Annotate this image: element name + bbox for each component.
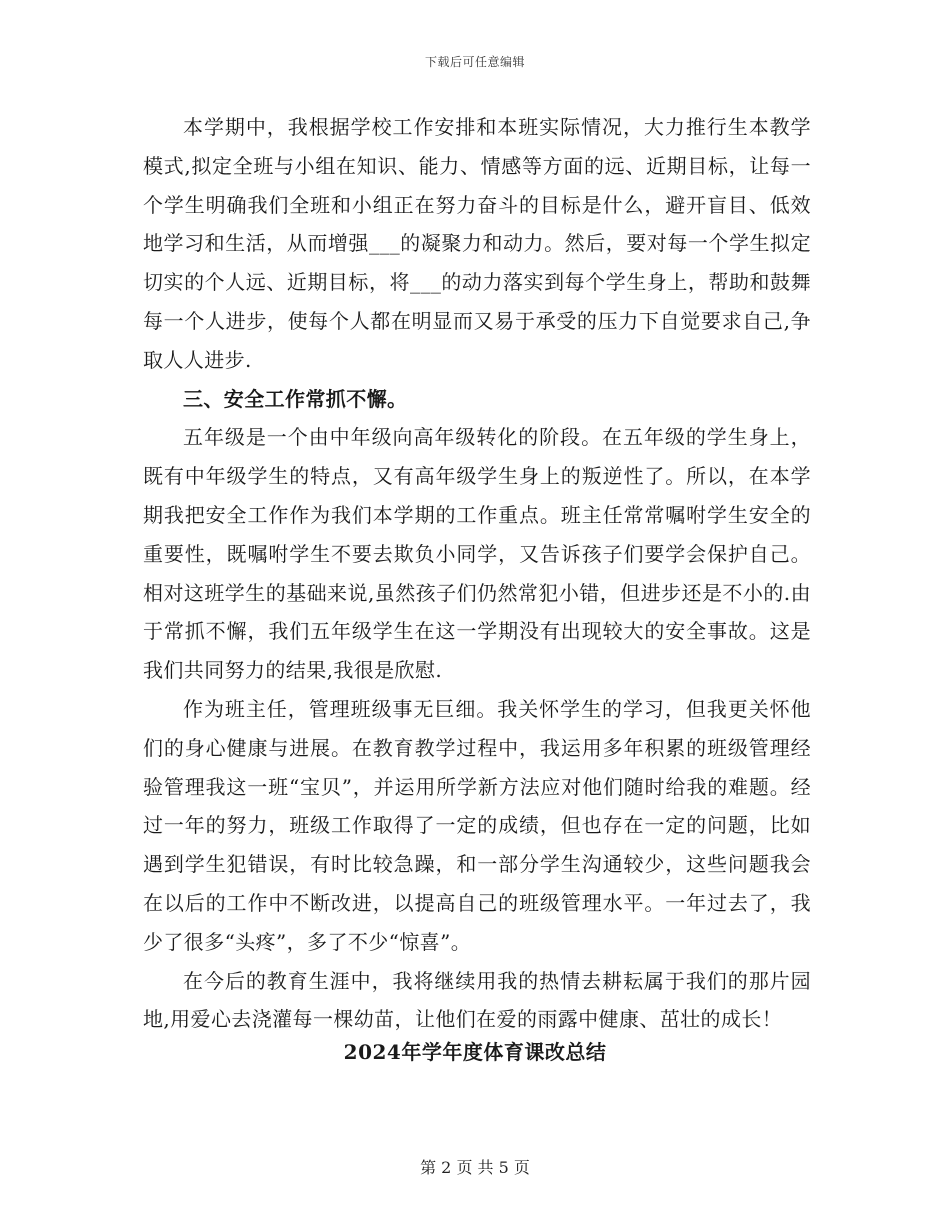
document-body bbox=[143, 108, 811, 1039]
paragraph-future: 在今后的教育生涯中，我将继续用我的热情去耕耘属于我们的那片园地,用爱心去浇灌每一棵幼苗，让他们在爱的雨露中健康、茁壮的成长！ bbox=[143, 968, 811, 1032]
page-number: 第 2 页 共 5 页 bbox=[420, 1158, 530, 1177]
paragraph-safety: 五年级是一个由中年级向高年级转化的阶段。在五年级的学生身上，既有中年级学生的特点，又有高年级学生身上的叛逆性了。所以，在本学期我把安全工作作为我们本学期的工作重点。班主任常常嘱咐学生安全的重要性，既嘱咐学生不要去欺负小同学，又告诉孩子们要学会保护自己。相对这班学生的基础来说,虽然孩子们仍然常犯小错，但进步还是不小的.由于常抓不懈，我们五年级学生在这一学期没有出现较大的安全事故。这是我们共同努力的结果,我很是欣慰. bbox=[143, 425, 811, 683]
section-heading-safety: 三、安全工作常抓不懈。 bbox=[183, 386, 408, 411]
paragraph-goals: 本学期中，我根据学校工作安排和本班实际情况，大力推行生本教学模式,拟定全班与小组在知识、能力、情感等方面的远、近期目标，让每一个学生明确我们全班和小组正在努力奋斗的目标是什么，避开盲目、低效地学习和生活，从而增强___的凝聚力和动力。然后，要对每一个学生拟定切实的个人远、近期目标，将___的动力落实到每个学生身上，帮助和鼓舞每一个人进步，使每个人都在明显而又易于承受的压力下自觉要求自己,争取人人进步. bbox=[143, 115, 811, 372]
document-title: 2024年学年度体育课改总结 bbox=[343, 1040, 607, 1064]
page-header: 下载后可任意编辑 bbox=[424, 55, 525, 69]
paragraph-class-management: 作为班主任，管理班级事无巨细。我关怀学生的学习，但我更关怀他们的身心健康与进展。在教育教学过程中，我运用多年积累的班级管理经验管理我这一班“宝贝”，并运用所学新方法应对他们随时给我的难题。经过一年的努力，班级工作取得了一定的成绩，但也存在一定的问题，比如遇到学生犯错误，有时比较急躁，和一部分学生沟通较少，这些问题我会在以后的工作中不断改进，以提高自己的班级管理水平。一年过去了，我少了很多“头疼”，多了不少“惊喜”。 bbox=[143, 696, 811, 954]
